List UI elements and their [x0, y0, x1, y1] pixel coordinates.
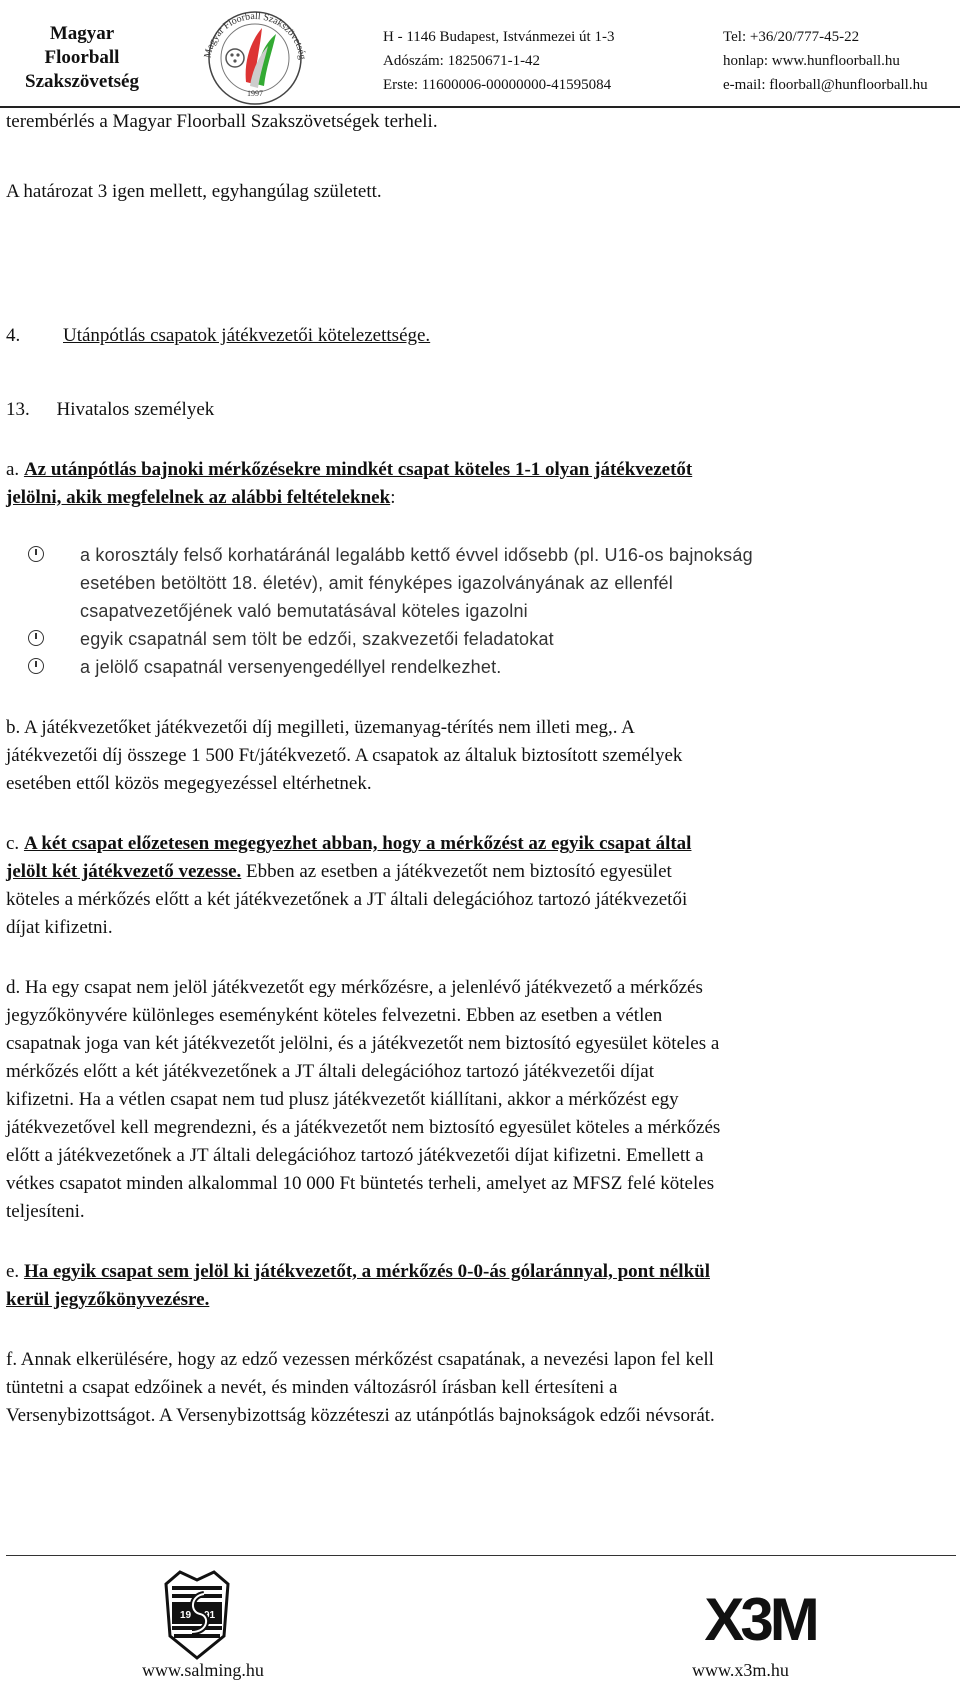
paragraph-e: kerül jegyzőkönyvezésre. — [6, 1289, 210, 1310]
paragraph-d: mérkőzés előtt a két játékvezetőnek a JT általi delegációhoz tartozó játékvezetői díjat — [6, 1061, 654, 1082]
paragraph-d: teljesíteni. — [6, 1201, 85, 1222]
svg-text:1997: 1997 — [247, 89, 263, 98]
paragraph-d: csapatnak joga van két játékvezetőt jelölni, és a játékvezetőt nem biztosító egyesület köteles a — [6, 1033, 720, 1054]
paragraph-b: játékvezetői díj összege 1 500 Ft/játékvezető. A csapatok az általuk biztosított személyek — [6, 745, 683, 766]
address-block: H - 1146 Budapest, Istvánmezei út 1-3 Adószám: 18250671-1-42 Erste: 11600006-00000000-41595084 — [383, 29, 615, 93]
paragraph-d: jegyzőkönyvére különleges eseményként köteles felvezetni. Ebben az esetben a vétlen — [6, 1005, 663, 1026]
letterhead — [0, 0, 960, 108]
paragraph-c: c. A két csapat előzetesen megegyezhet abban, hogy a mérkőzést az egyik csapat által — [6, 833, 692, 854]
paragraph-d: előtt a játékvezetőnek a JT általi delegációhoz tartozó játékvezetői díjat kifizetni. Emellett a — [6, 1145, 704, 1166]
list-item: egyik csapatnál sem tölt be edzői, szakvezetői feladatokat — [80, 629, 554, 649]
paragraph-d: d. Ha egy csapat nem jelöl játékvezetőt egy mérkőzésre, a jelenlévő játékvezető a mérkőzés — [6, 977, 703, 998]
bullet-icon — [28, 546, 44, 562]
paragraph-a-line2: jelölni, akik megfelelnek az alábbi feltételeknek: — [6, 487, 396, 508]
paragraph-e: e. Ha egyik csapat sem jelöl ki játékvezetőt, a mérkőzés 0-0-ás gólaránnyal, pont nélkül — [6, 1261, 710, 1282]
paragraph-d: kifizetni. Ha a vétlen csapat nem tud plusz játékvezetőt kiállítani, akkor a mérkőzést egy — [6, 1089, 679, 1110]
list-item-cont: esetében betöltött 18. életév), amit fényképes igazolványának az ellenfél — [80, 573, 673, 593]
paragraph-f: tüntetni a csapat edzőinek a nevét, és minden változásról írásban kell értesíteni a — [6, 1377, 618, 1398]
email-link[interactable]: e-mail: floorball@hunfloorball.hu — [723, 77, 928, 93]
x3m-link[interactable]: www.x3m.hu — [692, 1660, 789, 1680]
svg-text:X3M: X3M — [704, 1588, 816, 1648]
paragraph-d: vétkes csapatot minden alkalommal 10 000 Ft büntetés terheli, amelyet az MFSZ felé köteles — [6, 1173, 715, 1194]
website-link[interactable]: honlap: www.hunfloorball.hu — [723, 53, 900, 69]
org-name: Magyar Floorball Szakszövetség — [25, 23, 139, 92]
paragraph-d: játékvezetővel kell megrendezni, és a játékvezetőt nem biztosító egyesület köteles a mérkőzés — [6, 1117, 721, 1138]
list-item-cont: csapatvezetőjének való bemutatásával köteles igazolni — [80, 601, 528, 621]
list-item: a jelölő csapatnál versenyengedéllyel rendelkezhet. — [80, 657, 502, 677]
bullet-icon — [28, 630, 44, 646]
paragraph: terembérlés a Magyar Floorball Szakszövetségek terheli. — [6, 111, 438, 132]
list-item: a korosztály felső korhatáránál legalább kettő évvel idősebb (pl. U16-os bajnokság — [80, 545, 753, 565]
paragraph-f: f. Annak elkerülésére, hogy az edző vezessen mérkőzést csapatának, a nevezési lapon fel kell — [6, 1349, 714, 1370]
contact-block: Tel: +36/20/777-45-22 honlap: www.hunfloorball.hu e-mail: floorball@hunfloorball.hu — [723, 25, 928, 97]
paragraph-f: Versenybizottságot. A Versenybizottság közzéteszi az utánpótlás bajnokságok edzői névsorát. — [6, 1405, 715, 1426]
svg-text:Magyar Floorball Szakszövetség: Magyar Floorball Szakszövetség — [202, 10, 308, 61]
item-4-heading: 4. Utánpótlás csapatok játékvezetői kötelezettsége. — [6, 325, 431, 346]
paragraph-b: esetében ettől közös megegyezéssel eltérhetnek. — [6, 773, 372, 794]
paragraph: A határozat 3 igen mellett, egyhangúlag született. — [6, 181, 382, 202]
salming-logo — [160, 1566, 234, 1662]
x3m-logo — [670, 1588, 850, 1648]
svg-text:19: 19 — [180, 1610, 192, 1621]
svg-text:91: 91 — [204, 1610, 216, 1621]
salming-link[interactable]: www.salming.hu — [142, 1660, 264, 1680]
paragraph-c: díjat kifizetni. — [6, 917, 113, 938]
federation-logo — [190, 2, 320, 106]
paragraph-c: jelölt két játékvezető vezesse. Ebben az esetben a játékvezetőt nem biztosító egyesület — [6, 861, 672, 882]
section-13-heading: 13. Hivatalos személyek — [6, 399, 215, 420]
paragraph-c: köteles a mérkőzés előtt a két játékvezetőnek a JT általi delegációhoz tartozó játékvezetői — [6, 889, 688, 910]
paragraph-b: b. A játékvezetőket játékvezetői díj megilleti, üzemanyag-térítés nem illeti meg,. A — [6, 717, 635, 738]
footer-divider — [6, 1555, 956, 1556]
bullet-icon — [28, 658, 44, 674]
paragraph-a: a. Az utánpótlás bajnoki mérkőzésekre mindkét csapat köteles 1-1 olyan játékvezetőt — [6, 459, 693, 480]
